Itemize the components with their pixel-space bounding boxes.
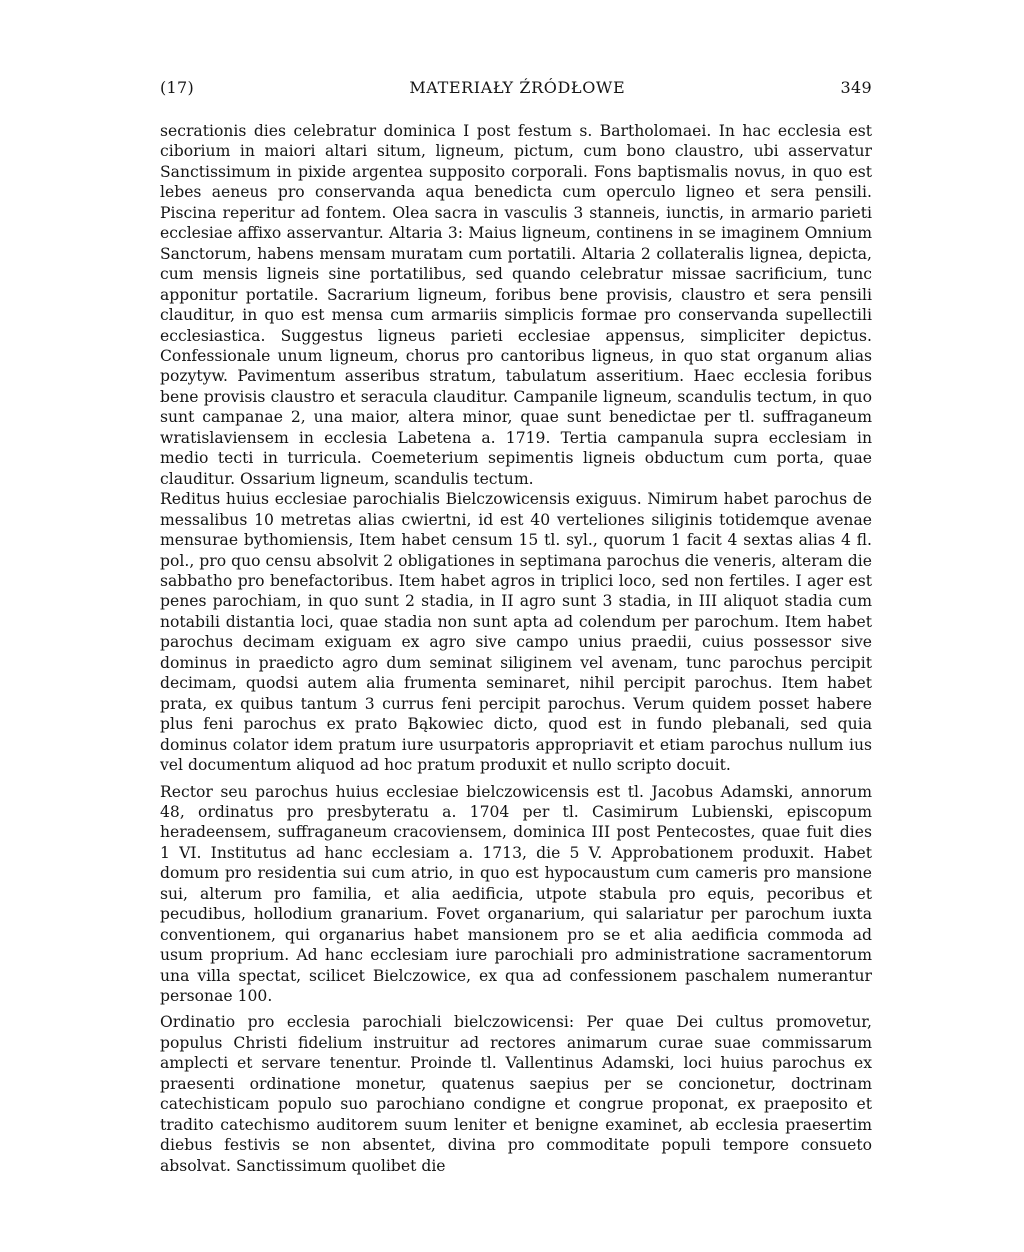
page-number: 349 — [840, 78, 872, 97]
running-title: MATERIAŁY ŹRÓDŁOWE — [409, 78, 626, 97]
paragraph-ordinance: Ordinatio pro ecclesia parochiali bielczowicensi: Per quae Dei cultus promovetur, populus Christi fidelium instruitur ad rectores animarum curae suae commissarum amplecti et servare tenentur. Proinde tl. Vallentinus Adamski, loci huius parochus ex praesenti ordinatione monetur, quatenus saepius per se concionetur, doctrinam catechisticam populo suo parochiano condigne et congrue proponat, ex praeposito et tradito catechismo auditorem suum leniter et benigne examinet, ab ecclesia praesertim diebus festivis se non absentet, divina pro commoditate populi tempore consueto absolvat. Sanctissimum quolibet die — [160, 1013, 872, 1175]
chapter-number: (17) — [160, 78, 195, 97]
body-text — [160, 121, 872, 1176]
paragraph-church-income: Reditus huius ecclesiae parochialis Bielczowicensis exiguus. Nimirum habet parochus de messalibus 10 metretas alias cwiertni, id est 40 verteliones siliginis totidemque avenae mensurae bythomiensis, Item habet censum 15 tl. syl., quorum 1 facit 4 sextas alias 4 fl. pol., pro quo censu absolvit 2 obligationes in septimana parochus die veneris, alteram die sabbatho pro benefactoribus. Item habet agros in triplici loco, sed non fertiles. I ager est penes parochiam, in quo sunt 2 stadia, in II agro sunt 3 stadia, in III aliquot stadia cum notabili distantia loci, quae stadia non sunt apta ad colendum per parochum. Item habet parochus decimam exiguam ex agro sive campo unius praedii, cuius possessor sive dominus in praedicto agro dum seminat siliginem vel avenam, tunc parochus percipit decimam, quodsi autem alia frumenta seminaret, nihil percipit parochus. Item habet prata, ex quibus tantum 3 currus feni percipit parochus. Verum quidem posset habere plus feni parochus ex prato Bąkowiec dicto, quod est in fundo plebanali, sed quia dominus colator idem pratum iure usurpatoris appropriavit et etiam parochus nullum ius vel documentum aliquod ad hoc pratum produxit et nullo scripto docuit. — [160, 490, 872, 775]
running-header — [160, 78, 872, 97]
paragraph-church-furnishings: secrationis dies celebratur dominica I post festum s. Bartholomaei. In hac ecclesia est ciborium in maiori altari situm, ligneum, pictum, cum bono claustro, ubi asservatur Sanctissimum in pixide argentea supposito corporali. Fons baptismalis novus, in quo est lebes aeneus pro conservanda aqua benedicta cum operculo ligneo et sera pensili. Piscina reperitur ad fontem. Olea sacra in vasculis 3 stanneis, iunctis, in armario parieti ecclesiae affixo asservantur. Altaria 3: Maius ligneum, continens in se imaginem Omnium Sanctorum, habens mensam muratam cum portatili. Altaria 2 collateralis lignea, depicta, cum mensis ligneis sine portatilibus, sed quando celebratur missae sacrificium, tunc apponitur portatile. Sacrarium ligneum, foribus bene provisis, claustro et sera pensili clauditur, in quo est mensa cum armariis simplicis formae pro conservanda supellectili ecclesiastica. Suggestus ligneus parieti ecclesiae appensus, simpliciter depictus. Confessionale unum ligneum, chorus pro cantoribus ligneus, in quo stat organum alias pozytyw. Pavimentum asseribus stratum, tabulatum asseritium. Haec ecclesia foribus bene provisis claustro et seracula clauditur. Campanile ligneum, scandulis tectum, in quo sunt campanae 2, una maior, altera minor, quae sunt benedictae per tl. suffraganeum wratislaviensem in ecclesia Labetena a. 1719. Tertia campanula supra ecclesiam in medio tecti in turricula. Coemeterium sepimentis ligneis obductum cum porta, quae clauditur. Ossarium ligneum, scandulis tectum. — [160, 122, 872, 488]
document-page — [160, 78, 872, 1176]
paragraph-parish-rector: Rector seu parochus huius ecclesiae bielczowicensis est tl. Jacobus Adamski, annorum 48, ordinatus pro presbyteratu a. 1704 per tl. Casimirum Lubienski, episcopum heradeensem, suffraganeum cracoviensem, dominica III post Pentecostes, quae fuit dies 1 VI. Institutus ad hanc ecclesiam a. 1713, die 5 V. Approbationem produxit. Habet domum pro residentia sui cum atrio, in quo est hypocaustum cum cameris pro mansione sui, alterum pro familia, et alia aedificia, utpote stabula pro equis, pecoribus et pecudibus, hollodium granarium. Fovet organarium, qui salariatur per parochum iuxta conventionem, qui organarius habet mansionem pro se et alia aedificia commoda ad usum proprium. Ad hanc ecclesiam iure parochiali pro administratione sacramentorum una villa spectat, scilicet Bielczowice, ex qua ad confessionem paschalem numerantur personae 100. — [160, 782, 872, 1006]
